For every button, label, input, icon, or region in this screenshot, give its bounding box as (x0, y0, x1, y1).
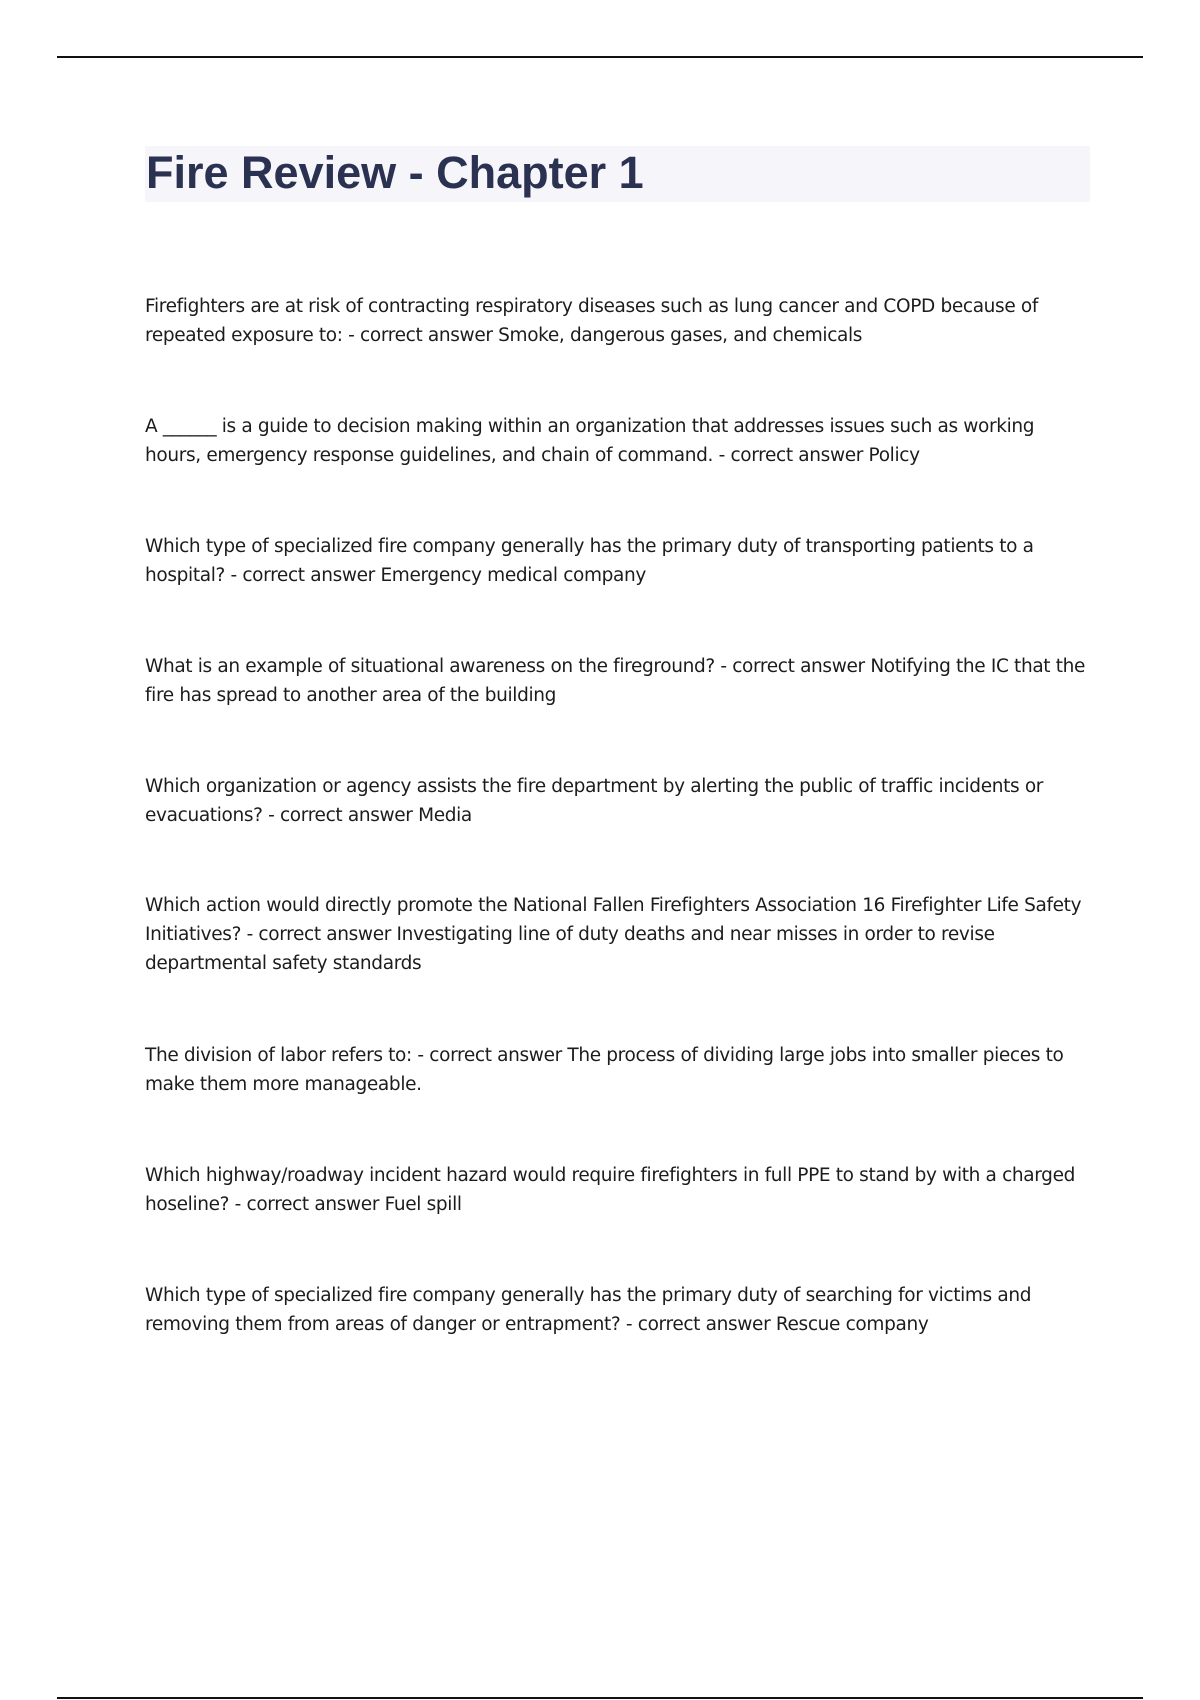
question-item: A ______ is a guide to decision making within an organization that addresses issues such as working hours, emergency response guidelines, and chain of command. - correct answer Policy (145, 416, 1035, 466)
question-item: Which type of specialized fire company generally has the primary duty of searching for victims and removing them from areas of danger or entrapment? - correct answer Rescue company (145, 1285, 1032, 1335)
question-item: Which type of specialized fire company generally has the primary duty of transporting patients to a hospital? - correct answer Emergency medical company (145, 536, 1034, 586)
question-item: Which organization or agency assists the fire department by alerting the public of traffic incidents or evacuations? - correct answer Media (145, 776, 1044, 826)
question-item: Which action would directly promote the National Fallen Firefighters Association 16 Firefighter Life Safety Initiatives? - correct answer Investigating line of duty deaths and near misses in order to revise departmental safety standards (145, 895, 1082, 974)
footer-rule (57, 1697, 1143, 1699)
question-item: The division of labor refers to: - correct answer The process of dividing large jobs into smaller pieces to make them more manageable. (145, 1045, 1064, 1095)
question-item: Firefighters are at risk of contracting respiratory diseases such as lung cancer and COPD because of repeated exposure to: - correct answer Smoke, dangerous gases, and chemicals (145, 296, 1039, 346)
page-title: Fire Review - Chapter 1 (146, 147, 644, 198)
question-item: Which highway/roadway incident hazard would require firefighters in full PPE to stand by with a charged hoseline? - correct answer Fuel spill (145, 1165, 1075, 1215)
question-item: What is an example of situational awareness on the fireground? - correct answer Notifying the IC that the fire has spread to another area of the building (145, 656, 1086, 706)
header-rule (57, 56, 1143, 58)
